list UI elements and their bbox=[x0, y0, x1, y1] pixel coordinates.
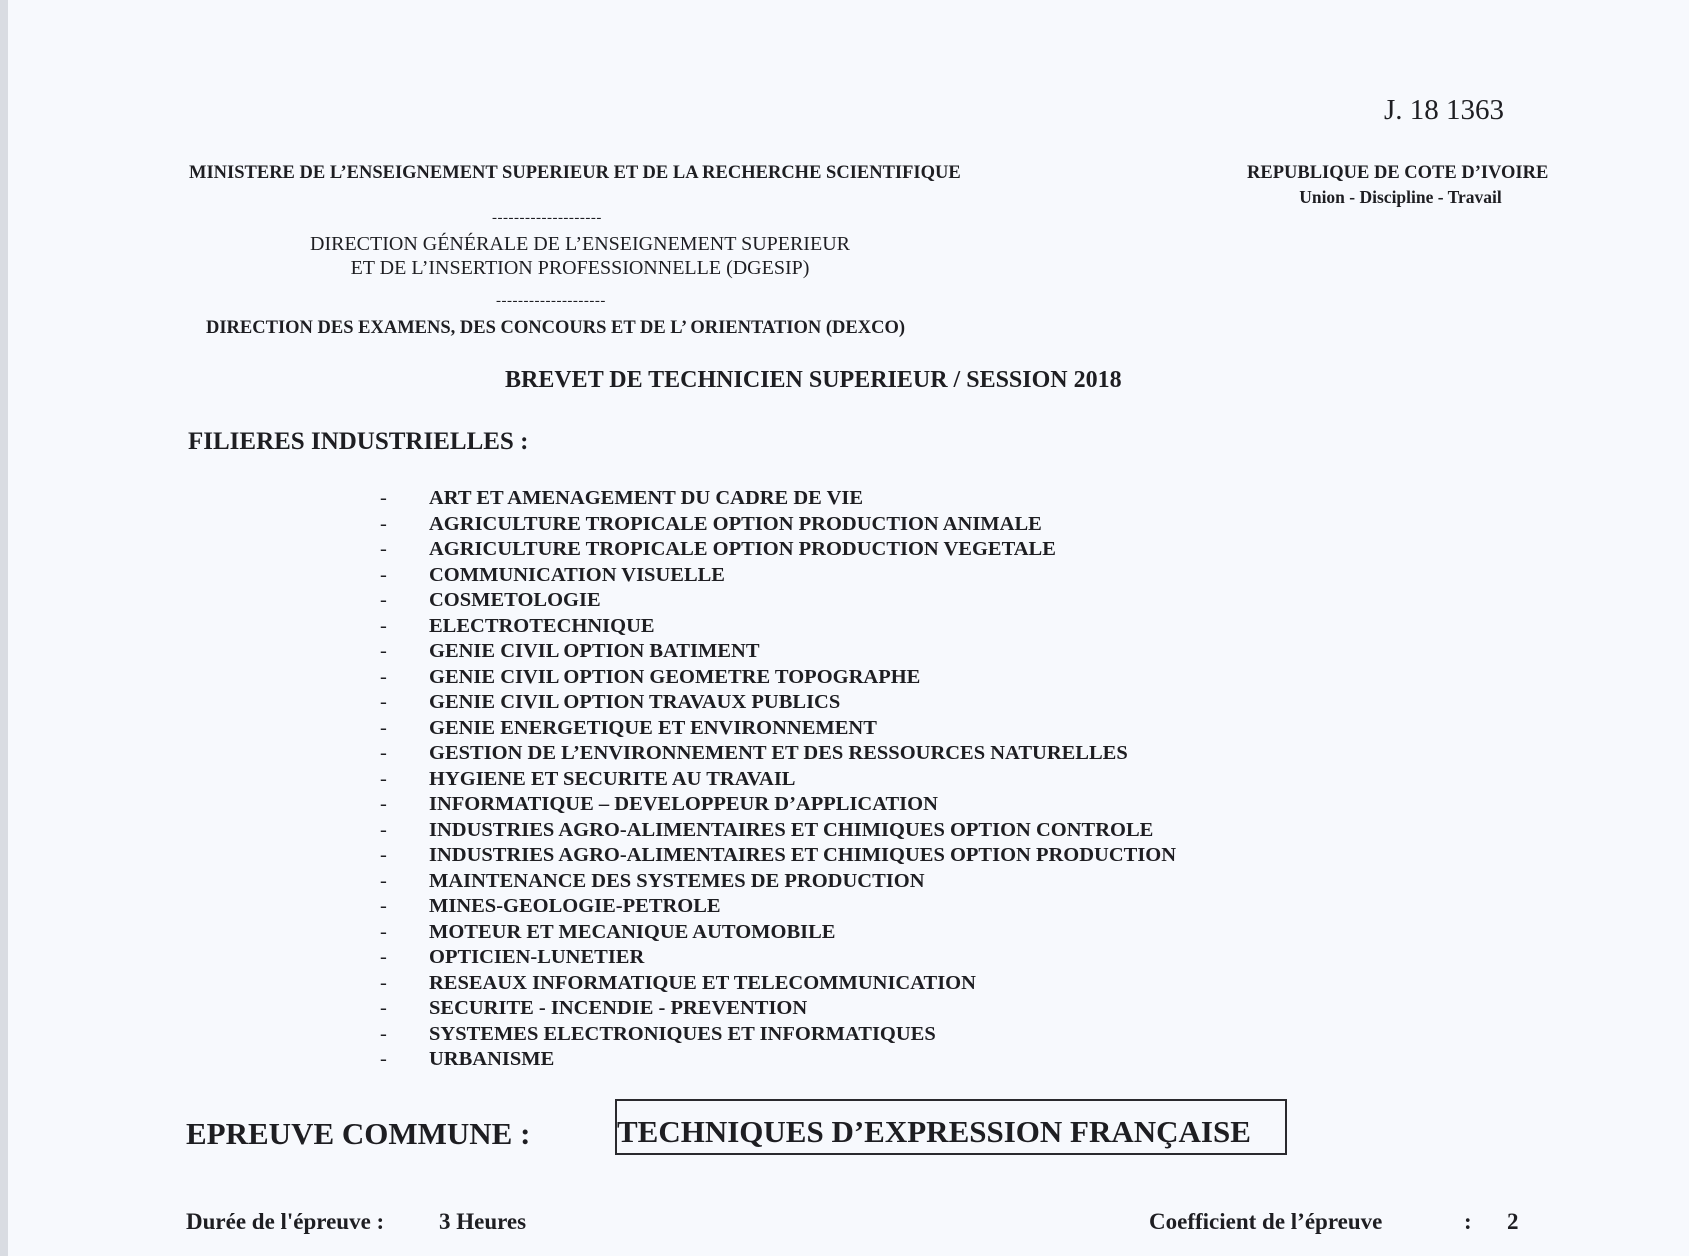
filiere-label: MAINTENANCE DES SYSTEMES DE PRODUCTION bbox=[429, 869, 925, 892]
list-dash: - bbox=[380, 691, 387, 713]
filiere-label: GENIE ENERGETIQUE ET ENVIRONNEMENT bbox=[429, 716, 877, 739]
ministry-header: MINISTERE DE L’ENSEIGNEMENT SUPERIEUR ET DE LA RECHERCHE SCIENTIFIQUE bbox=[189, 163, 961, 183]
coefficient-colon: : bbox=[1464, 1209, 1472, 1234]
filiere-label: GESTION DE L’ENVIRONNEMENT ET DES RESSOURCES NATURELLES bbox=[429, 742, 1128, 764]
dgesip-line-2: ET DE L’INSERTION PROFESSIONNELLE (DGESIP) bbox=[350, 257, 810, 279]
scan-edge bbox=[0, 0, 8, 1256]
subject-title: TECHNIQUES D’EXPRESSION FRANÇAISE bbox=[617, 1114, 1251, 1149]
list-dash: - bbox=[380, 1022, 387, 1045]
filiere-label: URBANISME bbox=[429, 1048, 555, 1070]
list-dash: - bbox=[380, 946, 387, 968]
separator-line: -------------------- bbox=[492, 210, 602, 226]
filiere-label: INDUSTRIES AGRO-ALIMENTAIRES ET CHIMIQUES OPTION CONTROLE bbox=[429, 818, 1154, 841]
filieres-heading: FILIERES INDUSTRIELLES : bbox=[188, 428, 529, 455]
list-item bbox=[380, 894, 1176, 920]
list-dash: - bbox=[380, 869, 387, 892]
list-dash: - bbox=[380, 563, 387, 586]
filiere-label: ART ET AMENAGEMENT DU CADRE DE VIE bbox=[429, 487, 864, 509]
list-item bbox=[380, 716, 1176, 742]
list-dash: - bbox=[380, 665, 387, 688]
filiere-label: GENIE CIVIL OPTION BATIMENT bbox=[429, 640, 760, 662]
national-motto: Union - Discipline - Travail bbox=[1299, 187, 1502, 207]
filiere-label: ELECTROTECHNIQUE bbox=[429, 614, 655, 637]
filiere-label: AGRICULTURE TROPICALE OPTION PRODUCTION ANIMALE bbox=[429, 512, 1042, 535]
list-item bbox=[380, 792, 1176, 818]
republic-header: REPUBLIQUE DE COTE D’IVOIRE bbox=[1247, 163, 1549, 183]
filiere-label: INFORMATIQUE – DEVELOPPEUR D’APPLICATION bbox=[429, 793, 938, 815]
list-dash: - bbox=[380, 920, 387, 943]
list-item bbox=[380, 537, 1176, 563]
list-item bbox=[380, 639, 1176, 665]
list-item bbox=[380, 1047, 1176, 1073]
filiere-label: GENIE CIVIL OPTION GEOMETRE TOPOGRAPHE bbox=[429, 665, 921, 688]
dexco-header: DIRECTION DES EXAMENS, DES CONCOURS ET DE L’ ORIENTATION (DEXCO) bbox=[206, 318, 906, 338]
filiere-label: OPTICIEN-LUNETIER bbox=[429, 946, 645, 968]
list-dash: - bbox=[380, 614, 387, 637]
list-dash: - bbox=[380, 793, 387, 815]
list-item bbox=[380, 665, 1176, 691]
list-dash: - bbox=[380, 997, 387, 1019]
list-item bbox=[380, 818, 1176, 844]
list-dash: - bbox=[380, 895, 387, 917]
list-item bbox=[380, 741, 1176, 767]
duration-value: 3 Heures bbox=[439, 1209, 527, 1234]
filiere-list bbox=[380, 486, 1176, 1073]
list-item bbox=[380, 767, 1176, 793]
duration-label: Durée de l'épreuve : bbox=[186, 1209, 385, 1234]
list-dash: - bbox=[380, 538, 387, 560]
list-dash: - bbox=[380, 844, 387, 866]
list-dash: - bbox=[380, 818, 387, 841]
exam-title: BREVET DE TECHNICIEN SUPERIEUR / SESSION 2018 bbox=[505, 367, 1122, 393]
list-item bbox=[380, 996, 1176, 1022]
list-item bbox=[380, 486, 1176, 512]
filiere-label: AGRICULTURE TROPICALE OPTION PRODUCTION VEGETALE bbox=[429, 538, 1056, 560]
list-item bbox=[380, 920, 1176, 946]
filiere-label: MOTEUR ET MECANIQUE AUTOMOBILE bbox=[429, 920, 836, 943]
list-dash: - bbox=[380, 716, 387, 739]
list-dash: - bbox=[380, 1048, 387, 1070]
list-dash: - bbox=[380, 767, 387, 790]
filiere-label: HYGIENE ET SECURITE AU TRAVAIL bbox=[429, 767, 796, 790]
list-dash: - bbox=[380, 742, 387, 764]
list-item bbox=[380, 588, 1176, 614]
reference-number: J. 18 1363 bbox=[1384, 94, 1505, 126]
filiere-label: MINES-GEOLOGIE-PETROLE bbox=[429, 895, 721, 917]
list-dash: - bbox=[380, 640, 387, 662]
list-dash: - bbox=[380, 512, 387, 535]
separator-line: -------------------- bbox=[496, 293, 606, 309]
list-dash: - bbox=[380, 487, 387, 509]
list-dash: - bbox=[380, 971, 387, 994]
list-item bbox=[380, 512, 1176, 538]
list-item bbox=[380, 971, 1176, 997]
coefficient-label: Coefficient de l’épreuve bbox=[1149, 1209, 1383, 1234]
list-item bbox=[380, 843, 1176, 869]
list-item bbox=[380, 614, 1176, 640]
epreuve-label: EPREUVE COMMUNE : bbox=[186, 1116, 531, 1151]
filiere-label: COMMUNICATION VISUELLE bbox=[429, 563, 725, 586]
list-item bbox=[380, 563, 1176, 589]
list-dash: - bbox=[380, 589, 387, 611]
filiere-label: SYSTEMES ELECTRONIQUES ET INFORMATIQUES bbox=[429, 1022, 936, 1045]
list-item bbox=[380, 690, 1176, 716]
list-item bbox=[380, 869, 1176, 895]
filiere-label: COSMETOLOGIE bbox=[429, 589, 601, 611]
dgesip-block bbox=[300, 232, 860, 280]
coefficient-value: 2 bbox=[1507, 1209, 1519, 1234]
filiere-label: INDUSTRIES AGRO-ALIMENTAIRES ET CHIMIQUES OPTION PRODUCTION bbox=[429, 844, 1177, 866]
filiere-label: RESEAUX INFORMATIQUE ET TELECOMMUNICATION bbox=[429, 971, 976, 994]
list-item bbox=[380, 945, 1176, 971]
list-item bbox=[380, 1022, 1176, 1048]
filiere-label: SECURITE - INCENDIE - PREVENTION bbox=[429, 997, 808, 1019]
dgesip-line-1: DIRECTION GÉNÉRALE DE L’ENSEIGNEMENT SUPERIEUR bbox=[310, 233, 850, 255]
filiere-label: GENIE CIVIL OPTION TRAVAUX PUBLICS bbox=[429, 691, 841, 713]
